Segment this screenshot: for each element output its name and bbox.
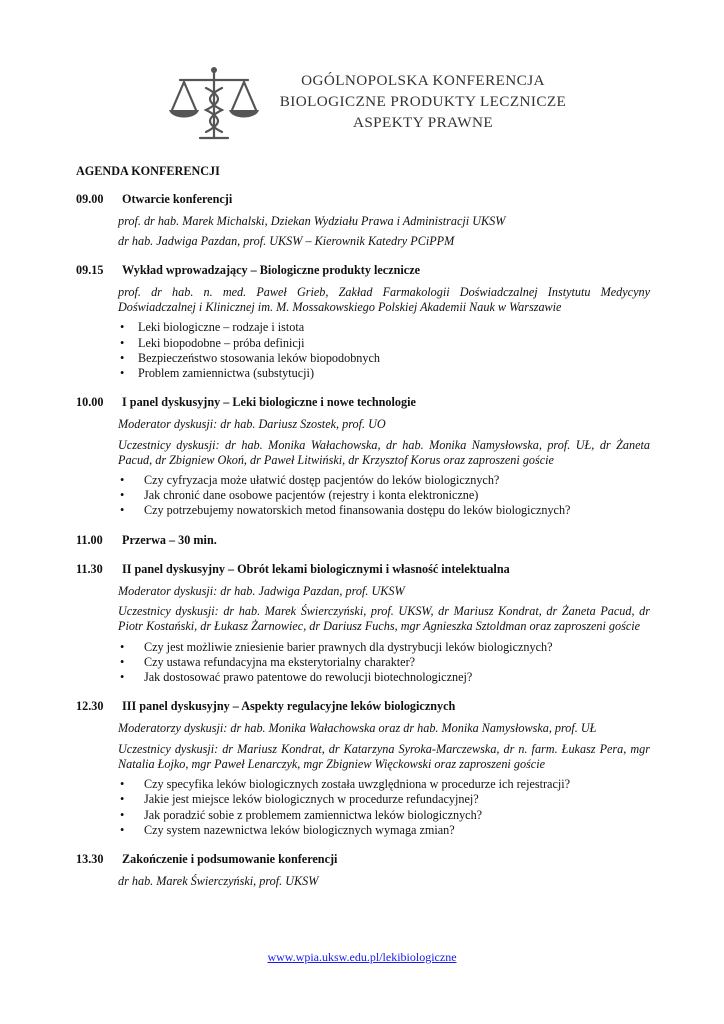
website-link[interactable]: www.wpia.uksw.edu.pl/lekibiologiczne xyxy=(267,950,457,964)
topic-text: Bezpieczeństwo stosowania leków biopodobnych xyxy=(138,350,381,365)
speaker-line: prof. dr hab. Marek Michalski, Dziekan Wydziału Prawa i Administracji UKSW xyxy=(118,214,506,229)
session-header xyxy=(76,852,650,867)
topic-list xyxy=(76,640,650,686)
topic-item xyxy=(118,792,650,807)
session-time: 09.15 xyxy=(76,262,104,277)
session-introductory-lecture xyxy=(76,263,650,381)
bullet-icon: • xyxy=(120,807,125,822)
topic-item xyxy=(118,503,650,518)
session-time: 10.00 xyxy=(76,395,104,410)
topic-item xyxy=(118,670,650,685)
topic-list xyxy=(76,777,650,838)
agenda-content xyxy=(76,164,650,903)
participants-line: Uczestnicy dyskusji: dr Mariusz Kondrat, dr Katarzyna Syroka-Marczewska, dr n. farm. Łukasz Pera, mgr Natalia Łojko, mgr Paweł Lenarczyk, mgr Zbigniew Więckowski oraz zaproszeni goście xyxy=(118,741,650,771)
participants-line: Uczestnicy dyskusji: dr hab. Monika Wałachowska, dr hab. Monika Namysłowska, prof. UŁ, dr Żaneta Pacud, dr Zbigniew Okoń, dr Paweł Litwiński, dr Krzysztof Korus oraz zaproszeni goście xyxy=(118,437,650,467)
session-header xyxy=(76,192,650,207)
bullet-icon: • xyxy=(120,503,125,518)
participants-line: Uczestnicy dyskusji: dr hab. Marek Świerczyński, prof. UKSW, dr Mariusz Kondrat, dr Żaneta Pacud, dr Piotr Kostański, dr Łukasz Żarnowiec, dr Dariusz Fuchs, mgr Agnieszka Sztoldman oraz zaproszeni goście xyxy=(118,604,650,634)
topic-item xyxy=(118,351,650,366)
topic-text: Czy system nazewnictwa leków biologicznych wymaga zmian? xyxy=(144,822,455,837)
bullet-icon: • xyxy=(120,350,125,365)
topic-text: Problem zamiennictwa (substytucji) xyxy=(138,366,314,381)
footer xyxy=(0,950,724,965)
session-header xyxy=(76,263,650,278)
session-title: II panel dyskusyjny – Obrót lekami biologicznymi i własność intelektualna xyxy=(122,561,510,576)
topic-text: Czy potrzebujemy nowatorskich metod finansowania dostępu do leków biologicznych? xyxy=(144,503,571,518)
title-line-1: OGÓLNOPOLSKA KONFERENCJA xyxy=(301,72,545,89)
bullet-icon: • xyxy=(120,792,125,807)
bullet-icon: • xyxy=(120,488,125,503)
topic-text: Czy cyfryzacja może ułatwić dostęp pacjentów do leków biologicznych? xyxy=(144,473,500,488)
bullet-icon: • xyxy=(120,654,125,669)
session-time: 11.30 xyxy=(76,561,103,576)
topic-item xyxy=(118,366,650,381)
topic-item xyxy=(118,808,650,823)
topic-text: Czy ustawa refundacyjna ma eksterytorialny charakter? xyxy=(144,654,416,669)
session-header xyxy=(76,562,650,577)
session-break xyxy=(76,533,650,548)
topic-list xyxy=(76,473,650,519)
speaker-line: dr hab. Marek Świerczyński, prof. UKSW xyxy=(118,874,319,889)
session-panel-3 xyxy=(76,699,650,838)
bullet-icon: • xyxy=(120,473,125,488)
session-title: Zakończenie i podsumowanie konferencji xyxy=(122,851,338,866)
session-header xyxy=(76,533,650,548)
bullet-icon: • xyxy=(120,320,125,335)
topic-item xyxy=(118,488,650,503)
bullet-icon: • xyxy=(120,366,125,381)
session-opening xyxy=(76,192,650,249)
topic-text: Jak dostosować prawo patentowe do rewolucji biotechnologicznej? xyxy=(144,670,473,685)
topic-item xyxy=(118,655,650,670)
topic-text: Czy jest możliwie zniesienie barier prawnych dla dystrybucji leków biologicznych? xyxy=(144,639,553,654)
conference-title xyxy=(258,70,588,133)
session-title: III panel dyskusyjny – Aspekty regulacyjne leków biologicznych xyxy=(122,699,456,714)
bullet-icon: • xyxy=(120,670,125,685)
topic-text: Leki biologiczne – rodzaje i istota xyxy=(138,320,305,335)
session-title: Wykład wprowadzający – Biologiczne produkty lecznicze xyxy=(122,262,421,277)
agenda-title: AGENDA KONFERENCJI xyxy=(76,164,220,178)
session-title: I panel dyskusyjny – Leki biologiczne i nowe technologie xyxy=(122,395,416,410)
moderator-line: Moderator dyskusji: dr hab. Jadwiga Pazdan, prof. UKSW xyxy=(118,584,405,599)
title-line-2: BIOLOGICZNE PRODUKTY LECZNICZE xyxy=(279,93,567,110)
title-line-3: ASPEKTY PRAWNE xyxy=(352,114,494,131)
topic-text: Leki biopodobne – próba definicji xyxy=(138,335,305,350)
session-header xyxy=(76,395,650,410)
bullet-icon: • xyxy=(120,335,125,350)
topic-item xyxy=(118,777,650,792)
session-time: 12.30 xyxy=(76,699,104,714)
session-closing xyxy=(76,852,650,889)
topic-item xyxy=(118,320,650,335)
moderator-line: Moderator dyskusji: dr hab. Dariusz Szostek, prof. UO xyxy=(118,417,386,432)
topic-text: Jak poradzić sobie z problemem zamiennictwa leków biologicznych? xyxy=(144,807,483,822)
session-time: 13.30 xyxy=(76,851,104,866)
moderator-line: Moderatorzy dyskusji: dr hab. Monika Wałachowska oraz dr hab. Monika Namysłowska, prof. UŁ xyxy=(118,721,597,736)
scales-dna-logo-icon xyxy=(166,66,262,142)
topic-item xyxy=(118,473,650,488)
topic-text: Jakie jest miejsce leków biologicznych w procedurze refundacyjnej? xyxy=(144,792,479,807)
bullet-icon: • xyxy=(120,777,125,792)
session-header xyxy=(76,699,650,714)
speaker-line: dr hab. Jadwiga Pazdan, prof. UKSW – Kierownik Katedry PCiPPM xyxy=(118,233,455,248)
session-panel-1 xyxy=(76,395,650,518)
speaker-line: prof. dr hab. n. med. Paweł Grieb, Zakład Farmakologii Doświadczalnej Instytutu Medycyny Doświadczalnej i Klinicznej im. M. Mossakowskiego Polskiej Akademii Nauk w Warszawie xyxy=(118,285,650,315)
bullet-icon: • xyxy=(120,822,125,837)
topic-item xyxy=(118,823,650,838)
session-title: Przerwa – 30 min. xyxy=(122,532,217,547)
topic-item xyxy=(118,640,650,655)
session-title: Otwarcie konferencji xyxy=(122,192,233,207)
topic-item xyxy=(118,336,650,351)
topic-list xyxy=(76,320,650,381)
bullet-icon: • xyxy=(120,639,125,654)
session-panel-2 xyxy=(76,562,650,685)
topic-text: Czy specyfika leków biologicznych została uwzględniona w procedurze ich rejestracji? xyxy=(144,777,571,792)
topic-text: Jak chronić dane osobowe pacjentów (rejestry i konta elektroniczne) xyxy=(144,488,479,503)
session-time: 11.00 xyxy=(76,532,103,547)
session-time: 09.00 xyxy=(76,192,104,207)
conference-header xyxy=(160,64,580,144)
